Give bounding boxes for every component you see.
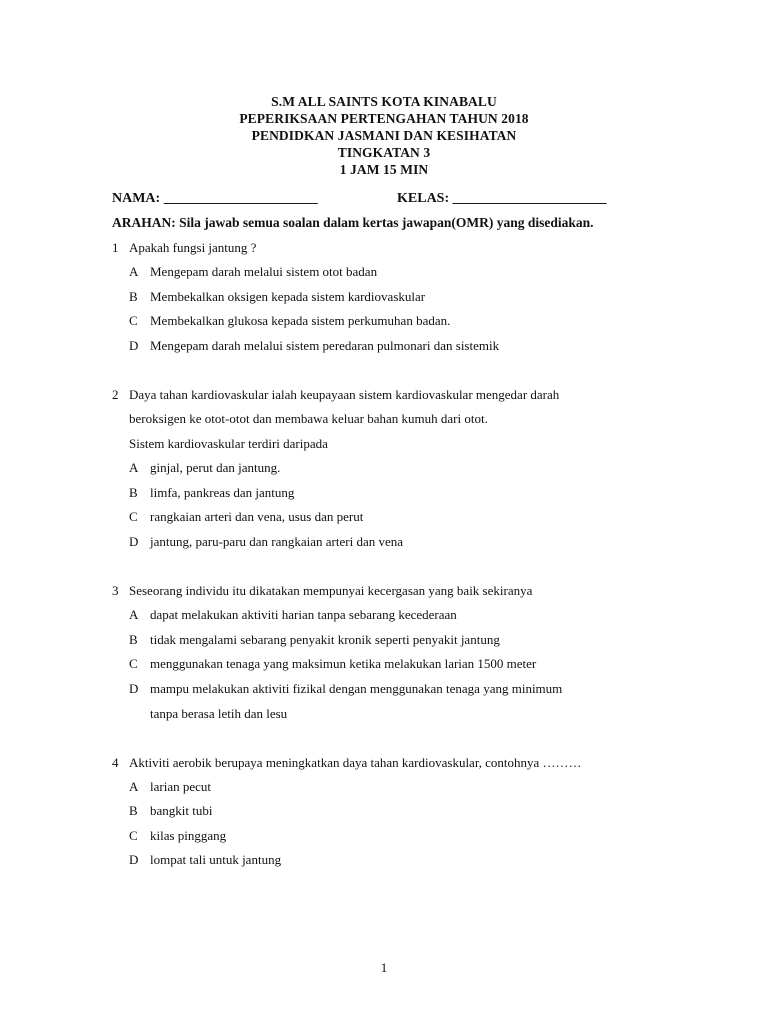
option-text-continued: tanpa berasa letih dan lesu: [150, 706, 288, 721]
option-text: limfa, pankreas dan jantung: [150, 485, 295, 500]
option-text: lompat tali untuk jantung: [150, 852, 282, 867]
question-number: 1: [112, 240, 119, 255]
subject-title: PENDIDKAN JASMANI DAN KESIHATAN: [251, 128, 517, 143]
exam-header: [0, 93, 768, 178]
option-letter: A: [129, 779, 139, 794]
option-letter: C: [129, 313, 138, 328]
option-letter: D: [129, 338, 139, 353]
option-letter: A: [129, 264, 139, 279]
option-text: tidak mengalami sebarang penyakit kronik seperti penyakit jantung: [150, 632, 500, 647]
option-text: menggunakan tenaga yang maksimun ketika melakukan larian 1500 meter: [150, 656, 537, 671]
option-text: Membekalkan glukosa kepada sistem perkumuhan badan.: [150, 313, 451, 328]
question-stem: Sistem kardiovaskular terdiri daripada: [129, 436, 328, 451]
option-text: jantung, paru-paru dan rangkaian arteri dan vena: [150, 534, 404, 549]
option-letter: D: [129, 681, 139, 696]
option-letter: C: [129, 828, 138, 843]
exam-title: PEPERIKSAAN PERTENGAHAN TAHUN 2018: [239, 111, 529, 126]
option-text: rangkaian arteri dan vena, usus dan perut: [150, 509, 364, 524]
option-letter: B: [129, 632, 138, 647]
question-number: 4: [112, 755, 119, 770]
name-field: NAMA: ______________________: [112, 191, 318, 206]
option-letter: D: [129, 534, 139, 549]
option-text: dapat melakukan aktiviti harian tanpa sebarang kecederaan: [150, 607, 457, 622]
option-letter: C: [129, 509, 138, 524]
page-number: 1: [380, 960, 388, 975]
option-text: kilas pinggang: [150, 828, 227, 843]
option-text: Mengepam darah melalui sistem otot badan: [150, 264, 378, 279]
instruction: ARAHAN: Sila jawab semua soalan dalam kertas jawapan(OMR) yang disediakan.: [112, 215, 594, 230]
student-fields: [112, 191, 632, 209]
option-text: larian pecut: [150, 779, 211, 794]
question-number: 3: [112, 583, 119, 598]
option-letter: B: [129, 803, 138, 818]
class-field: KELAS: ______________________: [397, 191, 607, 206]
school-name: S.M ALL SAINTS KOTA KINABALU: [271, 94, 497, 109]
question-number: 2: [112, 387, 119, 402]
option-letter: D: [129, 852, 139, 867]
question-stem: Daya tahan kardiovaskular ialah keupayaan sistem kardiovaskular mengedar darah: [129, 387, 560, 402]
option-letter: A: [129, 460, 139, 475]
option-text: ginjal, perut dan jantung.: [150, 460, 281, 475]
option-text: bangkit tubi: [150, 803, 213, 818]
option-letter: B: [129, 485, 138, 500]
option-letter: B: [129, 289, 138, 304]
option-letter: A: [129, 607, 139, 622]
form-level: TINGKATAN 3: [337, 145, 431, 160]
question-stem: Aktiviti aerobik berupaya meningkatkan daya tahan kardiovaskular, contohnya ………: [129, 755, 582, 770]
option-letter: C: [129, 656, 138, 671]
option-text: Mengepam darah melalui sistem peredaran pulmonari dan sistemik: [150, 338, 500, 353]
question-stem: Seseorang individu itu dikatakan mempunyai kecergasan yang baik sekiranya: [129, 583, 533, 598]
exam-duration: 1 JAM 15 MIN: [339, 162, 429, 177]
question-stem: beroksigen ke otot-otot dan membawa keluar bahan kumuh dari otot.: [129, 411, 488, 426]
option-text: Membekalkan oksigen kepada sistem kardiovaskular: [150, 289, 426, 304]
option-text: mampu melakukan aktiviti fizikal dengan menggunakan tenaga yang minimum: [150, 681, 563, 696]
question-stem: Apakah fungsi jantung ?: [129, 240, 257, 255]
